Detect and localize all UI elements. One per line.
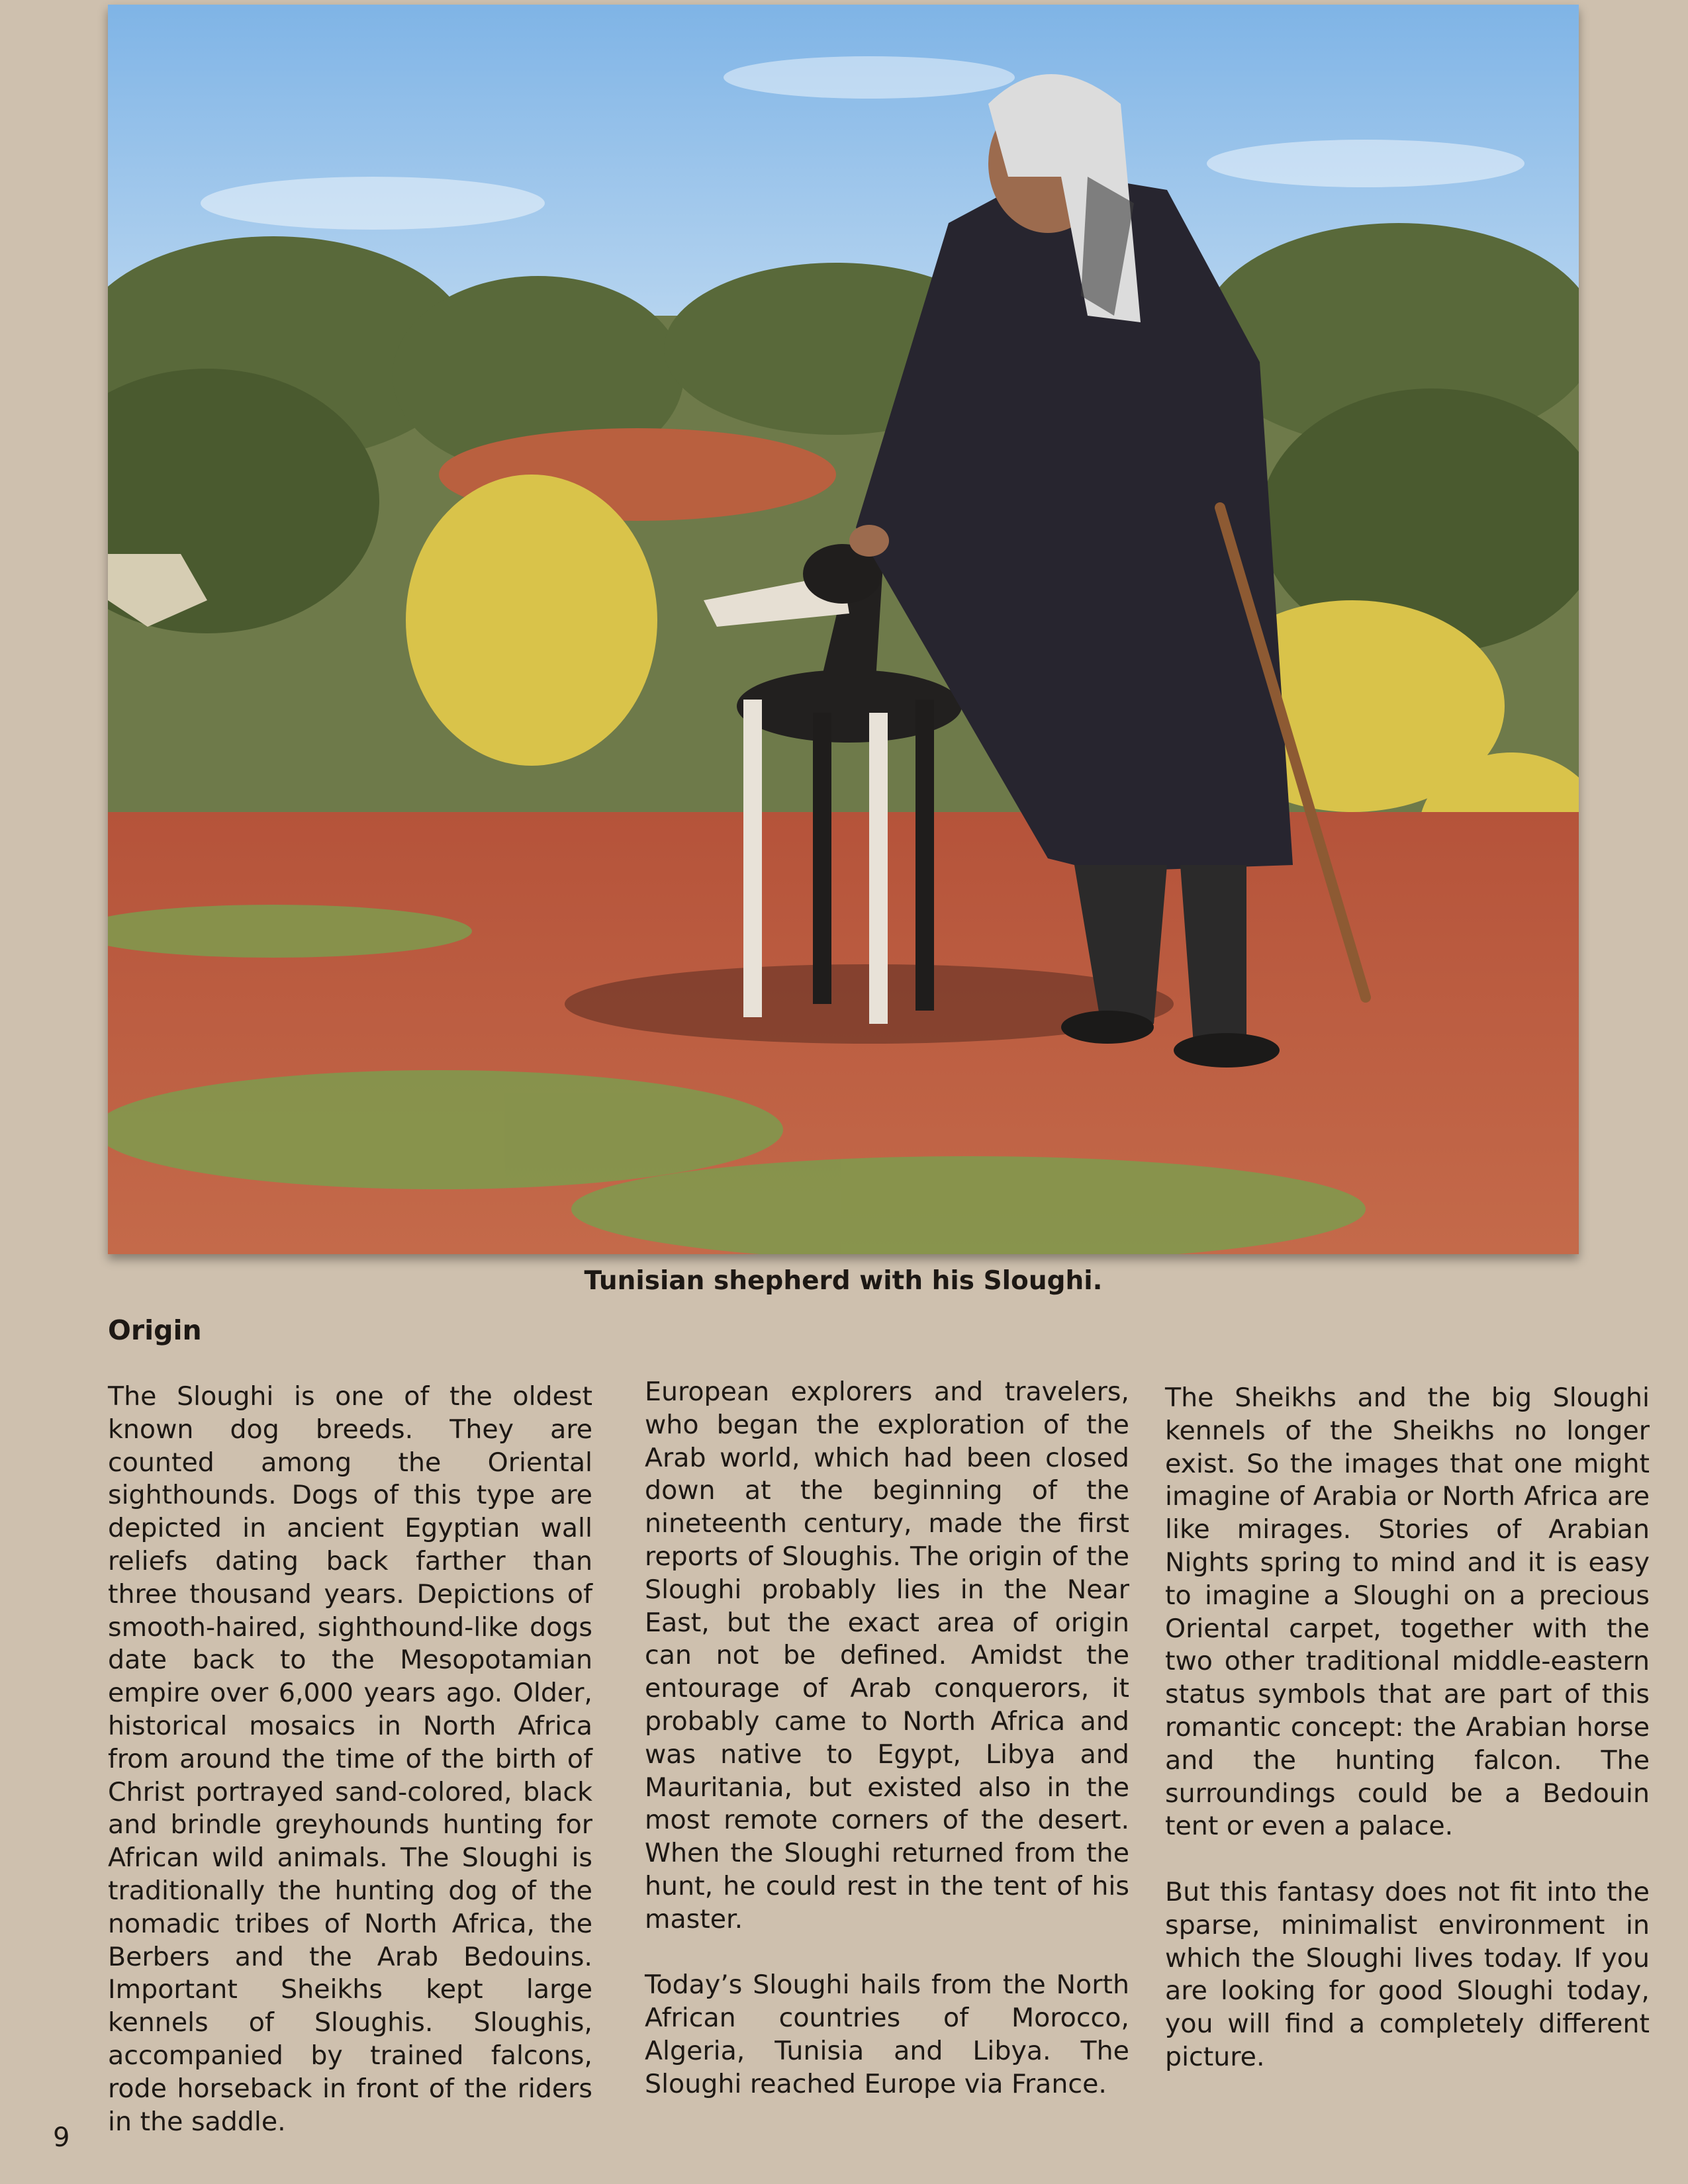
section-heading: Origin [108,1314,202,1346]
page-number: 9 [53,2122,70,2153]
text-column-2 [645,1376,1129,2101]
paragraph: Today’s Sloughi hails from the North African countries of Morocco, Algeria, Tunisia and Libya. The Sloughi reached Europe via France. [645,1970,1129,2099]
shepherd-photo [108,5,1579,1254]
paragraph: The Sheikhs and the big Sloughi kennels of the Sheikhs no longer exist. So the images that one might imagine of Arabia or North Africa are like mirages. Stories of Arabian Nights spring to mind and it is easy to imagine a Sloughi on a precious Oriental carpet, together with the two other traditional middle-eastern status symbols that are part of this romantic concept: the Arabian horse and the hunting falcon. The surroundings could be a Bedouin tent or even a palace. [1165,1383,1650,1842]
paragraph: The Sloughi is one of the oldest known dog breeds. They are counted among the Oriental sighthounds. Dogs of this type are depicted in ancient Egyptian wall reliefs dating back farther than three thousand years. Depictions of smooth-haired, sighthound-like dogs date back to the Mesopotamian empire over 6,000 years ago. Older, historical mosaics in North Africa from around the time of the birth of Christ portrayed sand-colored, black and brindle greyhounds hunting for African wild animals. The Sloughi is traditionally the hunting dog of the nomadic tribes of North Africa, the Berbers and the Arab Bedouins. Important Sheikhs kept large kennels of Sloughis. Sloughis, accompanied by trained falcons, rode horseback in front of the riders in the saddle. [108,1381,592,2137]
photo-illustration [108,5,1579,1254]
text-column-3 [1165,1382,1650,2074]
paragraph: European explorers and travelers, who began the exploration of the Arab world, which had been closed down at the beginning of the nineteenth century, made the first reports of Sloughis. The origin of the Sloughi probably lies in the Near East, but the exact area of origin can not be defined. Amidst the entourage of Arab conquerors, it probably came to North Africa and was native to Egypt, Libya and Mauritania, but existed also in the most remote corners of the desert. When the Sloughi returned from the hunt, he could rest in the tent of his master. [645,1377,1129,1934]
paragraph: But this fantasy does not fit into the sparse, minimalist environment in which the Sloughi lives today. If you are looking for good Sloughi today, you will find a completely different picture. [1165,1876,1650,2072]
text-column-1 [108,1381,592,2138]
photo-caption: Tunisian shepherd with his Sloughi. [584,1266,1103,1296]
